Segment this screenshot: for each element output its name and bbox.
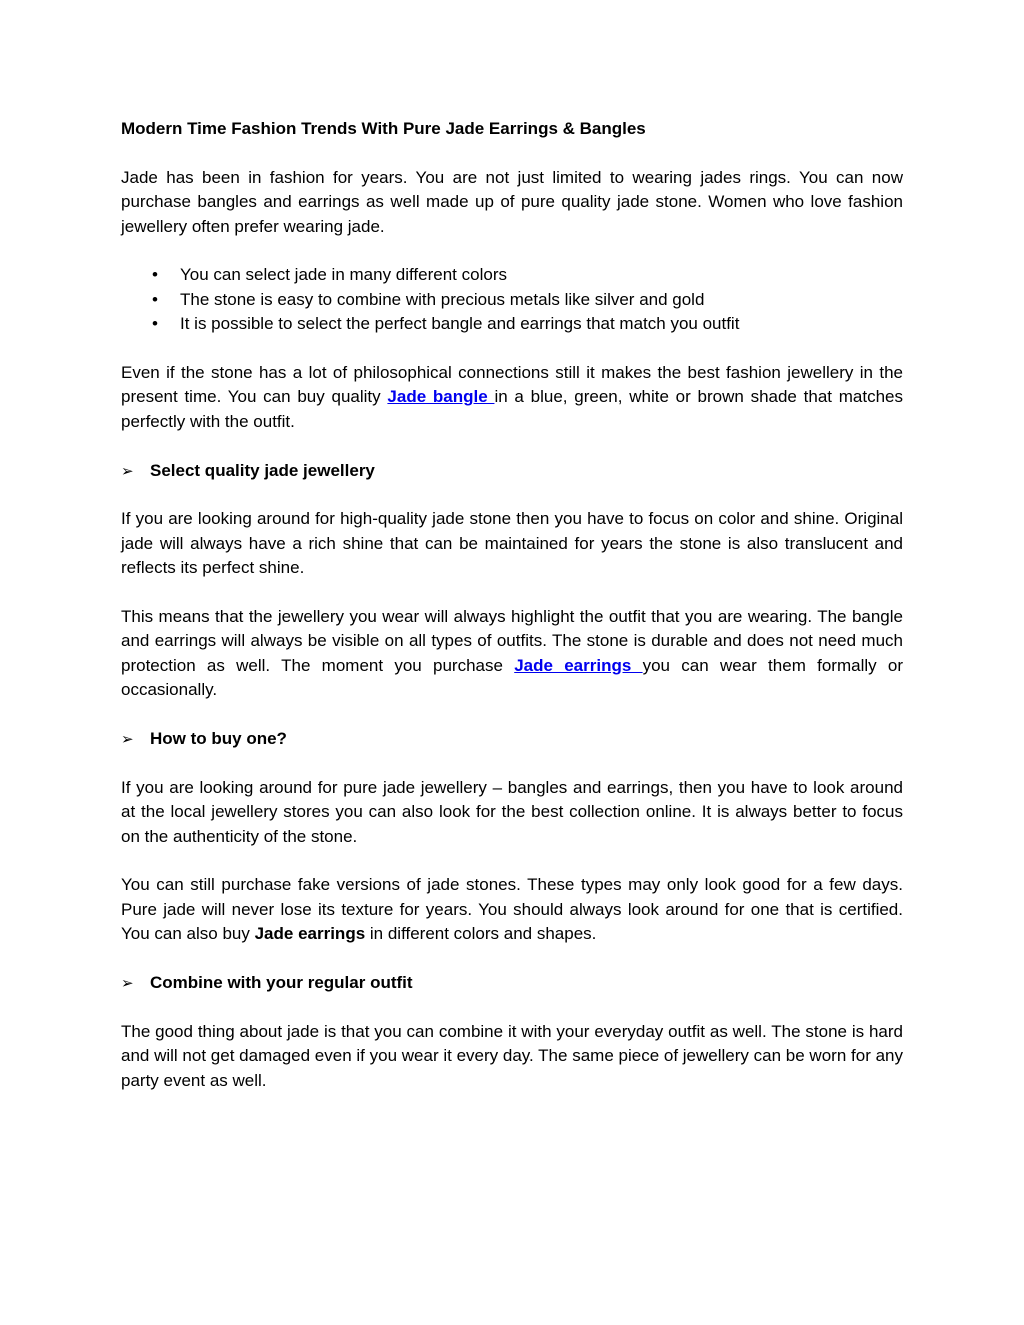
jade-earrings-link[interactable]: Jade earrings xyxy=(514,655,643,675)
list-item-text: The stone is easy to combine with precious metals like silver and gold xyxy=(180,289,705,309)
list-item xyxy=(121,288,903,312)
section-heading-text: Select quality jade jewellery xyxy=(150,460,375,480)
buy-paragraph: If you are looking around for pure jade jewellery – bangles and earrings, then you have to look around at the local jewellery stores you can also look for the best collection online. It is always better to focus on the authenticity of the stone. xyxy=(121,777,903,846)
paragraph-text: Even if the stone has a lot of philosophical connections still it makes the best fashion jewellery in the present time. You can buy quality xyxy=(121,362,903,407)
section-heading-text: Combine with your regular outfit xyxy=(150,972,413,992)
section-heading-select-quality xyxy=(121,459,903,483)
spacer xyxy=(121,337,903,361)
spacer xyxy=(121,239,903,263)
list-item-text: You can select jade in many different colors xyxy=(180,265,507,285)
spacer xyxy=(121,141,903,165)
jade-earrings-paragraph xyxy=(121,605,903,703)
section-heading-how-to-buy xyxy=(121,727,903,751)
paragraph-text: This means that the jewellery you wear will always highlight the outfit that you are wearing. The bangle and earrings will always be visible on all types of outfits. The stone is durable and does not need much protection as well. The moment you purchase xyxy=(121,606,903,675)
intro-paragraph: Jade has been in fashion for years. You are not just limited to wearing jades rings. You can now purchase bangles and earrings as well made up of pure quality jade stone. Women who love fashion jewellery often prefer wearing jade. xyxy=(121,167,903,236)
document-title: Modern Time Fashion Trends With Pure Jade Earrings & Bangles xyxy=(121,119,646,138)
document-page xyxy=(121,117,903,1093)
feature-list xyxy=(121,263,903,336)
paragraph-text: in a blue, green, white or brown shade that matches perfectly with the outfit. xyxy=(121,387,903,431)
combine-paragraph: The good thing about jade is that you can combine it with your everyday outfit as well. The stone is hard and will not get damaged even if you wear it every day. The same piece of jewellery can be worn for any party event as well. xyxy=(121,1021,903,1090)
spacer xyxy=(121,751,903,775)
spacer xyxy=(121,947,903,971)
spacer xyxy=(121,849,903,873)
bullet-icon: • xyxy=(152,314,158,334)
arrow-bullet-icon: ➢ xyxy=(121,461,134,480)
jade-earrings-bold-text: Jade earrings xyxy=(254,924,366,944)
paragraph-text: in different colors and shapes. xyxy=(365,924,597,944)
paragraph-text: You can still purchase fake versions of jade stones. These types may only look good for a few days. Pure jade will never lose its texture for years. You should always look around for one that is certified. You can also buy xyxy=(121,875,903,944)
spacer xyxy=(121,995,903,1019)
list-item xyxy=(121,263,903,287)
spacer xyxy=(121,581,903,605)
spacer xyxy=(121,703,903,727)
list-item xyxy=(121,312,903,336)
spacer xyxy=(121,434,903,458)
list-item-text: It is possible to select the perfect bangle and earrings that match you outfit xyxy=(180,314,740,334)
bullet-icon: • xyxy=(152,265,158,285)
paragraph-text: you can wear them formally or occasionally. xyxy=(121,655,904,700)
section-heading-text: How to buy one? xyxy=(150,728,287,748)
jade-bangle-paragraph xyxy=(121,361,903,434)
bullet-icon: • xyxy=(152,289,158,309)
quality-paragraph: If you are looking around for high-quality jade stone then you have to focus on color and shine. Original jade will always have a rich shine that can be maintained for years the stone is also translucent and reflects its perfect shine. xyxy=(121,509,903,578)
spacer xyxy=(121,483,903,507)
arrow-bullet-icon: ➢ xyxy=(121,973,134,992)
arrow-bullet-icon: ➢ xyxy=(121,729,134,748)
section-heading-combine-outfit xyxy=(121,971,903,995)
fake-versions-paragraph xyxy=(121,873,903,946)
jade-bangle-link[interactable]: Jade bangle xyxy=(387,387,495,407)
